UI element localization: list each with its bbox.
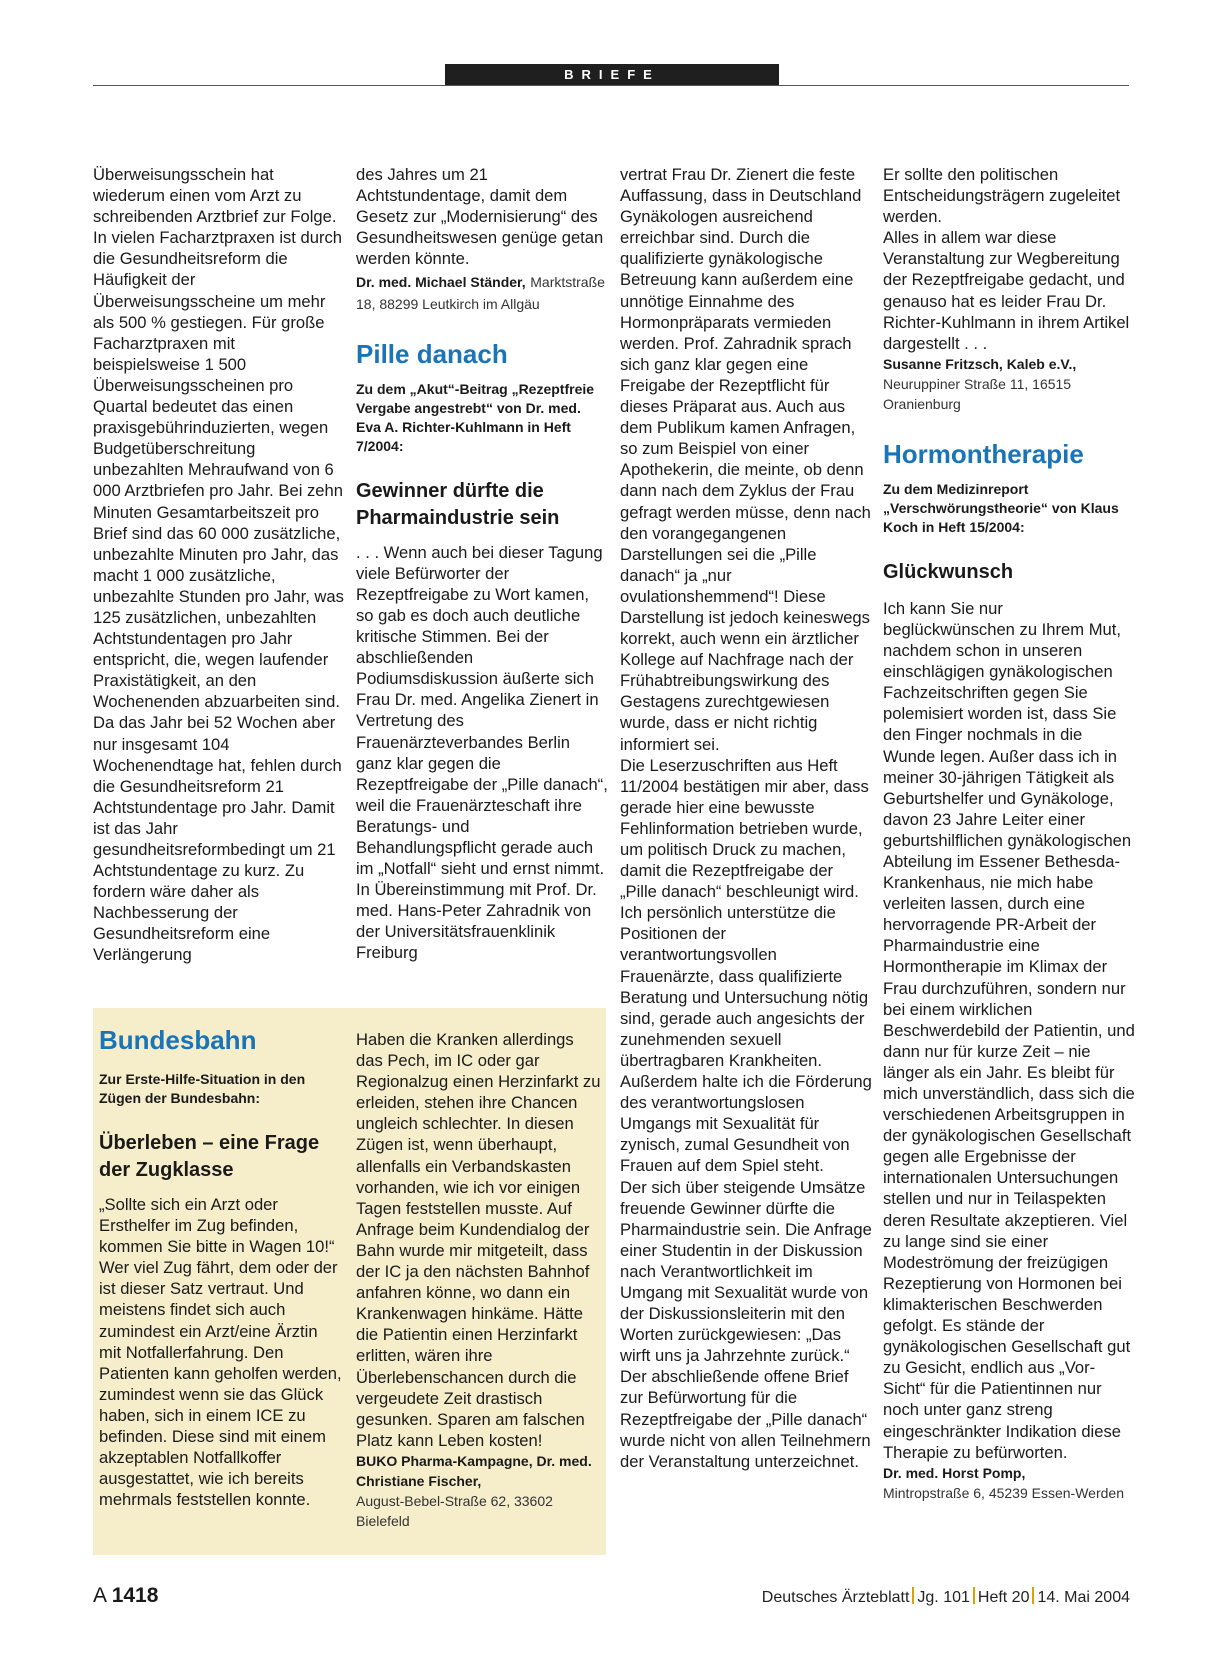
section-label: BRIEFE [445,64,779,85]
col2-text: des Jahres um 21 Achtstundentage, damit dem Gesetz zur „Modernisierung“ des Gesundheitswesen genüge getan werden könnte. [356,165,604,269]
signature-name: Dr. med. Horst Pomp, [883,1464,1026,1481]
header-rule [93,85,1129,86]
column-1 [93,164,345,966]
signature-name: BUKO Pharma-Kampagne, Dr. med. Christiane Fischer, [356,1452,592,1489]
page-prefix: A [93,1584,106,1607]
box-reference: Zur Erste-Hilfe-Situation in den Zügen der Bundesbahn: [99,1071,306,1106]
journal-info [762,1587,1130,1607]
column-3 [620,164,872,1472]
letter-body: Ich kann Sie nur beglückwünschen zu Ihrem Mut, nachdem schon in unseren einschlägigen gynäkologischen Fachzeitschriften gegen Sie polemisiert worden ist, dass Sie den Finger nochmals in die Wunde legen. Außer dass ich in meiner 30-jährigen Tätigkeit als Geburtshelfer und Gynäkologe, davon 23 Jahre Leiter einer geburtshilflichen gynäkologischen Abteilung im Essener Bethesda-Krankenhaus, nie mich habe verleiten lassen, durch eine hervorragende PR-Arbeit der Pharmaindustrie eine Hormontherapie im Klimax der Frau durchzuführen, sondern nur bei einem wirklichen Beschwerdebild der Patientin, und dann nur für kurze Zeit – nie länger als ein Jahr. Es bleibt für mich unverständlich, dass sich die verschiedenen Arbeitsgruppen in der gynäkologischen Gesellschaft gegen alle Ergebnisse der internationalen Untersuchungen stellen und nur in Teilaspekten deren Resultate akzeptieren. Viel zu lange sind sie einer Modeströmung der freizügigen Rezeptierung von Hormonen bei klimakterischen Beschwerden gefolgt. Es stände der gynäkologischen Gesellschaft gut zu Gesicht, endlich aus „Vor-Sicht“ für die Patientinnen nur noch unter ganz streng eingeschränkter Indikation diese Therapie zu befürworten. [883,598,1135,1462]
section-title: Pille danach [356,338,508,369]
box-column-1 [99,1024,342,1510]
box-body-2: Haben die Kranken allerdings das Pech, im IC oder gar Regionalzug einen Herzinfarkt zu erleiden, stehen ihre Chancen ungleich schlechter. In diesen Zügen ist, wenn überhaupt, allenfalls ein Verbandskasten vorhanden, wie ich vor einigen Tagen feststellen musste. Auf Anfrage beim Kundendialog der Bahn wurde mir mitgeteilt, dass der IC ja den nächsten Bahnhof anfahren könne, wo dann ein Krankenwagen hinkäme. Hätte die Patientin einen Herzinfarkt erlitten, wären ihre Überlebenschancen durch die vergeudete Zeit drastisch gesunken. Sparen am falschen Platz kann Leben kosten! [356,1030,601,1450]
signature-address: Neuruppiner Straße 11, 16515 Oranienburg [883,375,1072,412]
signature-address: Mintropstraße 6, 45239 Essen-Werden [883,1484,1124,1501]
box-title: Bundesbahn [99,1025,257,1055]
col1-text: Überweisungsschein hat wiederum einen vom Arzt zu schreibenden Arztbrief zur Folge. In vielen Facharztpraxen ist durch die Gesundheitsreform die Häufigkeit der Überweisungsscheine um mehr als 500 % gestiegen. Für große Facharztpraxen mit beispielsweise 1 500 Überweisungsscheinen pro Quartal bedeutet das einen praxisgebührinduzierten, wegen Budgetüberschreitung unbezahlten Mehraufwand von 6 000 Arztbriefen pro Jahr. Bei zehn Minuten Gesamtarbeitszeit pro Brief sind das 60 000 zusätzliche, unbezahlte Minuten pro Jahr, das macht 1 000 zusätzliche, unbezahlte Stunden pro Jahr, was 125 zusätzlichen, unbezahlten Achtstundentagen pro Jahr entspricht, die, wegen laufender Praxistätigkeit, an den Wochenenden abzuarbeiten sind. Da das Jahr bei 52 Wochen aber nur insgesamt 104 Wochenendtage hat, fehlen durch die Gesundheitsreform 21 Achtstundentage pro Jahr. Damit ist das Jahr gesundheitsreformbedingt um 21 Achtstundentage zu kurz. Zu fordern wäre daher als Nachbesserung der Gesundheitsreform eine Verlängerung [93,165,344,965]
journal-volume: Jg. 101 [917,1589,970,1606]
signature-name: Susanne Fritzsch, Kaleb e.V., [883,355,1077,372]
reference-note: Zu dem Medizinreport „Verschwörungstheorie“ von Klaus Koch in Heft 15/2004: [883,480,1119,535]
signature-address: Marktstraße 18, 88299 Leutkirch im Allgäu [356,274,605,312]
journal-date: 14. Mai 2004 [1037,1589,1130,1606]
column-2 [356,164,608,964]
column-4 [883,164,1135,1503]
signature-address: August-Bebel-Straße 62, 33602 Bielefeld [356,1492,553,1529]
separator [912,1587,914,1604]
section-title: Hormontherapie [883,438,1084,469]
letter-headline: Gewinner dürfte die Pharmaindustrie sein [356,479,560,529]
col4-text: Er sollte den politischen Entscheidungsträgern zugeleitet werden. Alles in allem war diese Veranstaltung zur Wegbereitung der Rezeptfreigabe gedacht, und genauso hat es leider Frau Dr. Richter-Kuhlmann in ihrem Artikel dargestellt . . . [883,165,1130,353]
journal-issue: Heft 20 [977,1589,1030,1606]
box-headline: Überleben – eine Frage der Zugklasse [99,1132,320,1181]
letter-headline: Glückwunsch [883,560,1014,583]
box-column-2 [356,1029,602,1531]
page-number [93,1584,158,1608]
separator [1032,1587,1034,1604]
box-body-1: „Sollte sich ein Arzt oder Ersthelfer im Zug befinden, kommen Sie bitte in Wagen 10!“ Wer viel Zug fährt, dem oder der ist dieser Satz vertraut. Und meistens findet sich auch zumindest ein Arzt/eine Ärztin mit Notfallerfahrung. Den Patienten kann geholfen werden, zumindest wenn sie das Glück haben, sich in einem ICE zu befinden. Diese sind mit einem akzeptablen Notfallkoffer ausgestattet, wie ich bereits mehrmals feststellen konnte. [99,1195,342,1510]
journal-name: Deutsches Ärzteblatt [761,1589,910,1606]
col3-text: vertrat Frau Dr. Zienert die feste Auffassung, dass in Deutschland Gynäkologen ausreichend erreichbar sind. Durch die qualifizierte gynäkologische Betreuung kann außerdem eine unnötige Einnahme des Hormonpräparats vermieden werden. Prof. Zahradnik sprach sich ganz klar gegen eine Freigabe der Rezeptflicht für dieses Präparat aus. Auch aus dem Publikum kamen Anfragen, so zum Beispiel von einer Apothekerin, die meinte, ob denn dann nach dem Zyklus der Frau gefragt werden müsse, denn nach den vorangegangenen Darstellungen sei die „Pille danach“ ja „nur ovulationshemmend“! Diese Darstellung ist jedoch keineswegs korrekt, auch wenn ein ärztlicher Kollege auf Nachfrage nach der Frühabtreibungswirkung des Gestagens zurechtgewiesen wurde, dass er nicht richtig informiert sei. Die Leserzuschriften aus Heft 11/2004 bestätigen mir aber, dass gerade hier eine bewusste Fehlinformation betrieben wurde, um politisch Druck zu machen, damit die Rezeptfreigabe der „Pille danach“ beschleunigt wird. Ich persönlich unterstütze die Positionen der verantwortungsvollen Frauenärzte, dass qualifizierte Beratung und Untersuchung nötig sind, gerade auch angesichts der zunehmenden sexuell übertragbaren Krankheiten. Außerdem halte ich die Förderung des verantwortungslosen Umgangs mit Sexualität für zynisch, zumal Gesundheit von Frauen auf dem Spiel steht. Der sich über steigende Umsätze freuende Gewinner dürfte die Pharmaindustrie sein. Die Anfrage einer Studentin in der Diskussion nach Verantwortlichkeit im Umgang mit Sexualität wurde von der Diskussionsleiterin mit den Worten zurückgewiesen: „Das wirft uns ja Jahrzehnte zurück.“ Der abschließende offene Brief zur Befürwortung für die Rezeptfreigabe der „Pille danach“ wurde nicht von allen Teilnehmern der Veranstaltung unterzeichnet. [620,165,872,1471]
separator [973,1587,975,1604]
signature-name: Dr. med. Michael Ständer, [356,274,526,291]
letter-body: . . . Wenn auch bei dieser Tagung viele Befürworter der Rezeptfreigabe zu Wort kamen, so gab es doch auch deutliche kritische Stimmen. Bei der abschließenden Podiumsdiskussion äußerte sich Frau Dr. med. Angelika Zienert in Vertretung des Frauenärzteverbandes Berlin ganz klar gegen die Rezeptfreigabe der „Pille danach“, weil die Frauenärzteschaft ihre Beratungs- und Behandlungspflicht gerade auch im „Notfall“ sieht und ernst nimmt. In Übereinstimmung mit Prof. Dr. med. Hans-Peter Zahradnik von der Universitätsfrauenklinik Freiburg [356,542,608,963]
page-number-value: 1418 [111,1584,159,1607]
reference-note: Zu dem „Akut“-Beitrag „Rezeptfreie Vergabe angestrebt“ von Dr. med. Eva A. Richter-Kuhlmann in Heft 7/2004: [356,380,595,454]
